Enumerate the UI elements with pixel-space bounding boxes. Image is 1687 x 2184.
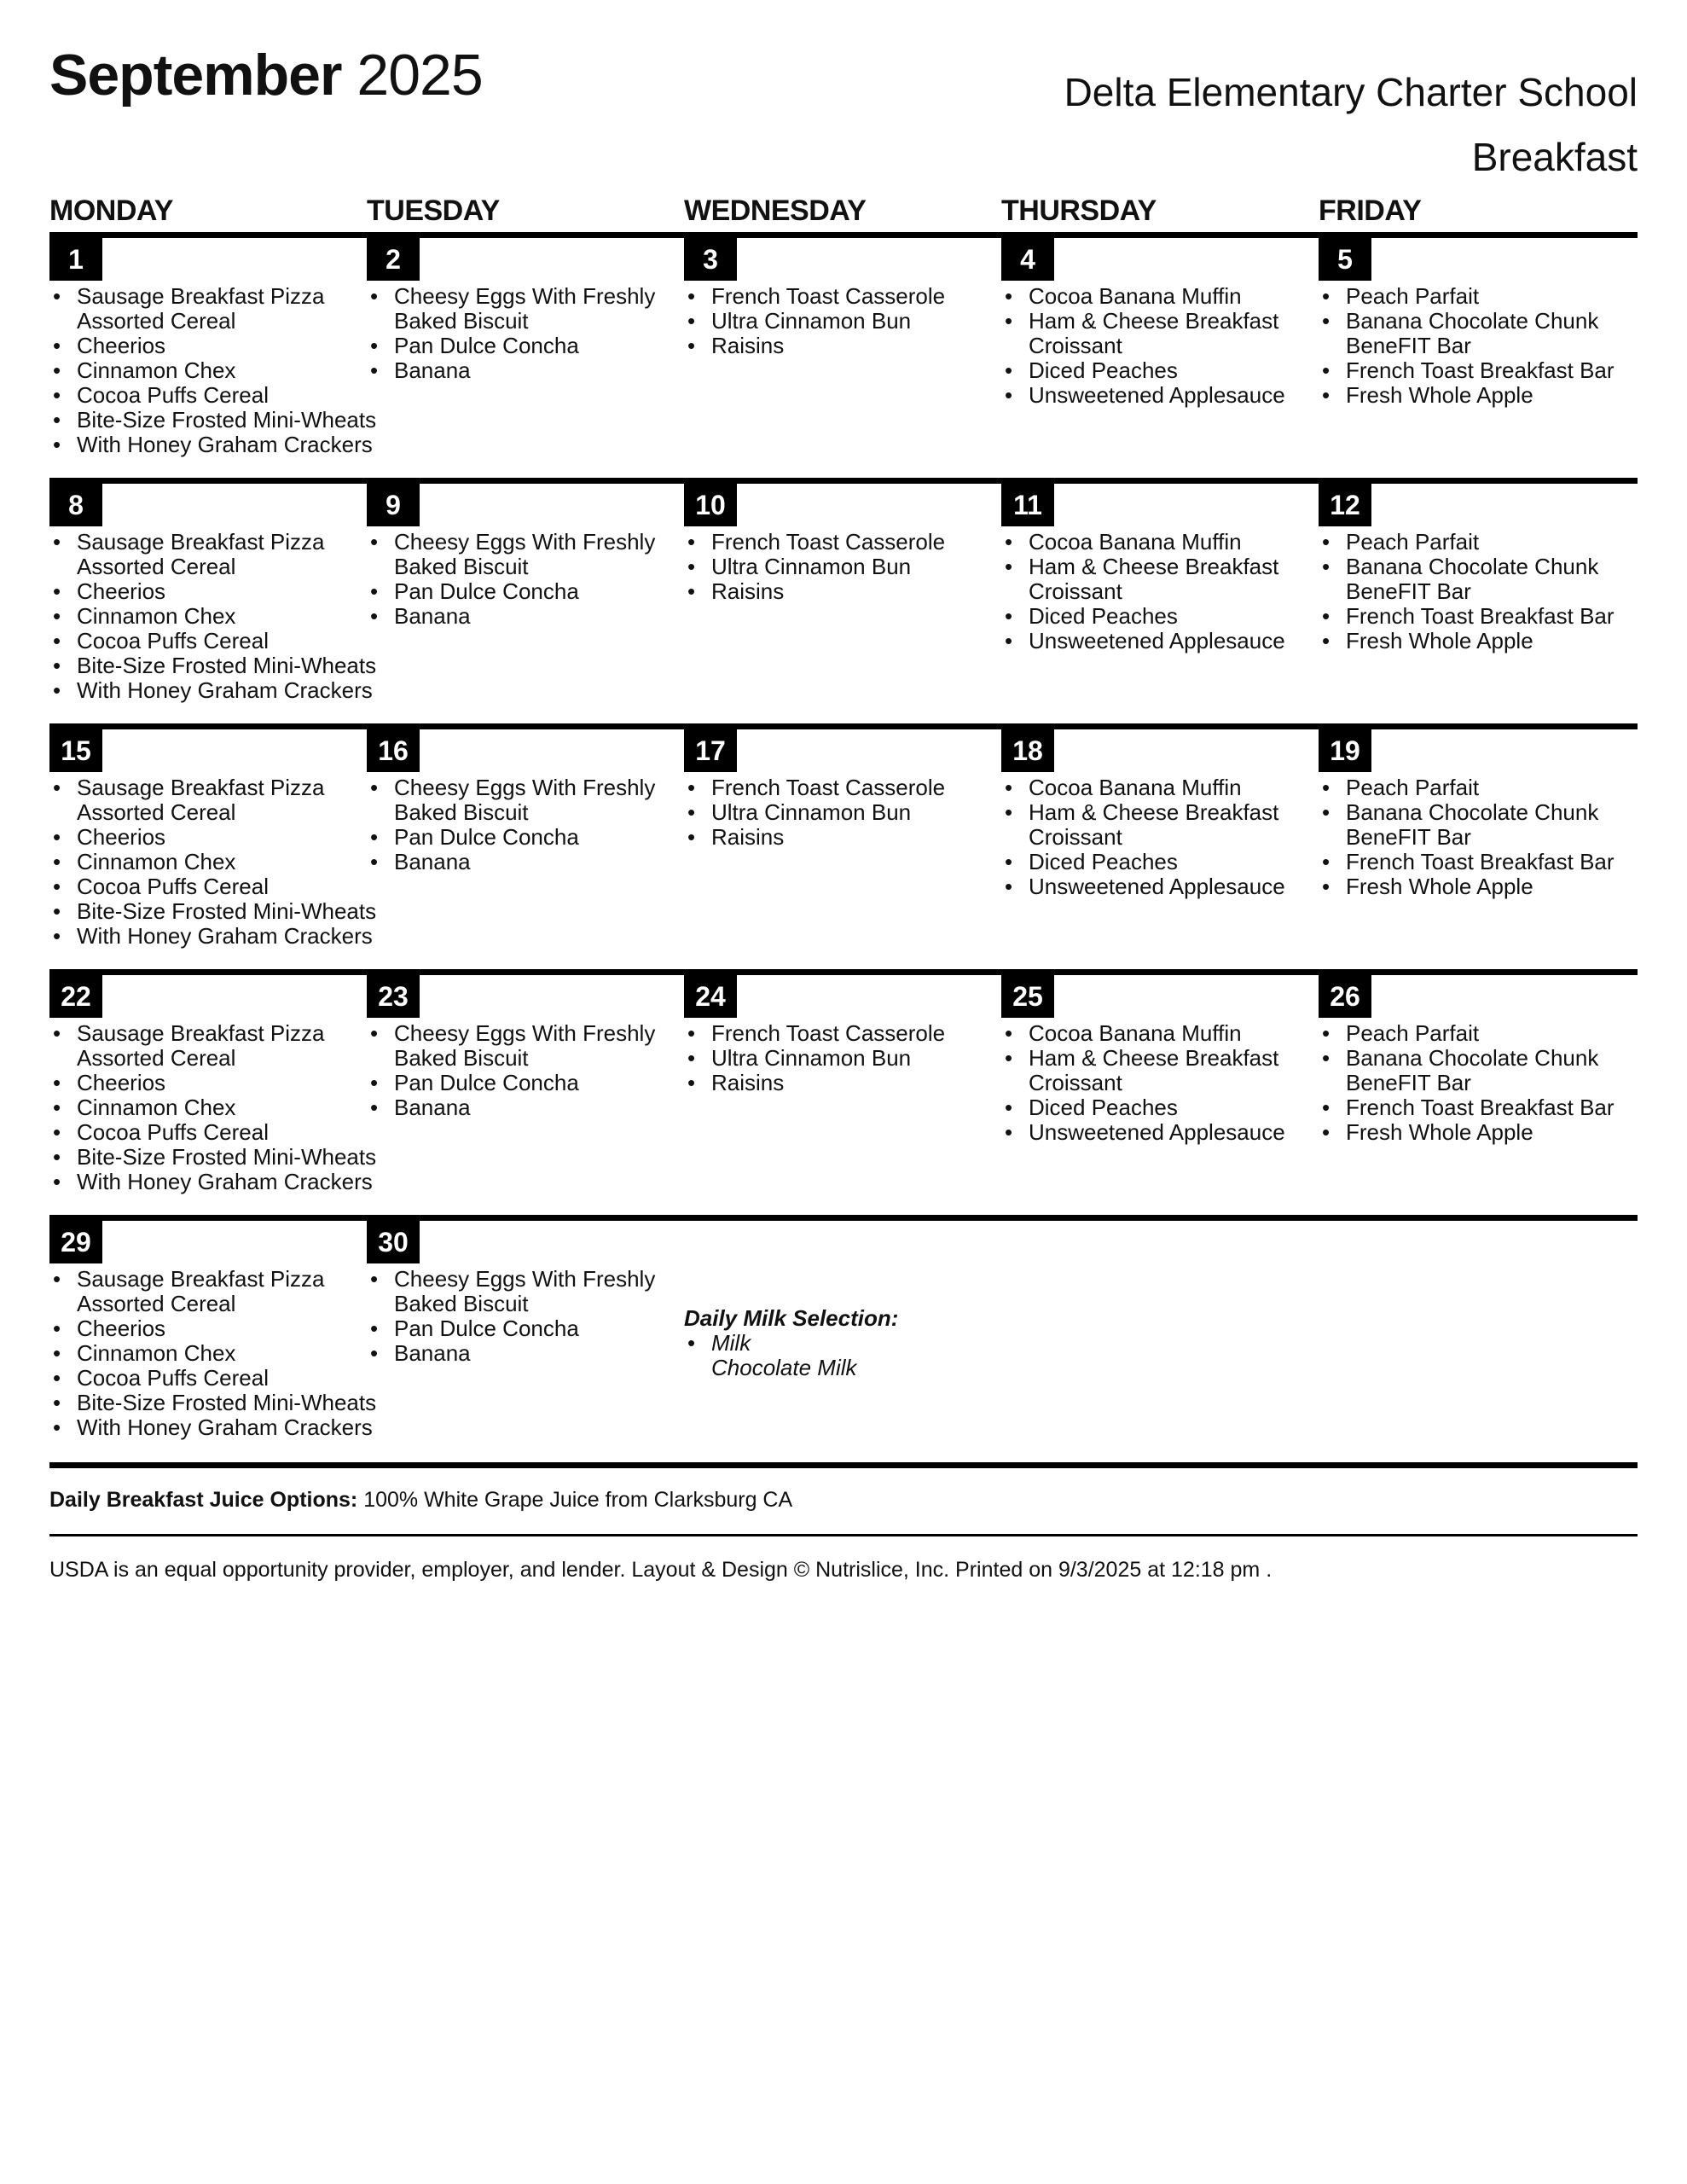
menu-item: • Pan Dulce Concha — [367, 334, 655, 358]
footer-rule — [49, 1534, 1638, 1536]
menu-item: • Banana Chocolate Chunk — [1319, 555, 1615, 579]
menu-item: • Unsweetened Applesauce — [1001, 874, 1285, 899]
menu-item: Assorted Cereal — [77, 1045, 236, 1071]
menu-item: • Cocoa Banana Muffin — [1001, 775, 1285, 800]
menu-item: • Bite-Size Frosted Mini-Wheats — [49, 408, 376, 433]
menu-item: • Cinnamon Chex — [49, 604, 376, 629]
menu-item: • Raisins — [684, 334, 945, 358]
menu-item: • Unsweetened Applesauce — [1001, 1120, 1285, 1145]
menu-item: • Fresh Whole Apple — [1319, 629, 1615, 653]
menu-item-list — [49, 775, 376, 949]
menu-item: • Cocoa Puffs Cereal — [49, 383, 376, 408]
day-number: 5 — [1319, 238, 1371, 281]
menu-item: • Fresh Whole Apple — [1319, 874, 1615, 899]
menu-item: • Sausage Breakfast Pizza — [49, 1021, 376, 1046]
menu-item: • Ham & Cheese Breakfast — [1001, 800, 1285, 825]
juice-text: 100% White Grape Juice from Clarksburg CA — [363, 1488, 793, 1512]
menu-item-list — [684, 530, 945, 604]
day-number: 15 — [49, 729, 102, 772]
day-number: 18 — [1001, 729, 1054, 772]
menu-item: • Ultra Cinnamon Bun — [684, 800, 945, 825]
juice-label: Daily Breakfast Juice Options: — [49, 1488, 358, 1512]
week-row — [49, 969, 1638, 1194]
weekday-header-monday: MONDAY — [49, 195, 173, 227]
menu-item: • Sausage Breakfast Pizza — [49, 1267, 376, 1292]
milk-option: Chocolate Milk — [711, 1355, 857, 1380]
menu-item: • Banana — [367, 604, 655, 629]
menu-item: • Cheesy Eggs With Freshly — [367, 1267, 655, 1292]
menu-item: BeneFIT Bar — [1346, 1070, 1471, 1095]
menu-item: • Cocoa Banana Muffin — [1001, 530, 1285, 555]
menu-item: • Bite-Size Frosted Mini-Wheats — [49, 899, 376, 924]
menu-item-list — [49, 284, 376, 457]
menu-item: • Ham & Cheese Breakfast — [1001, 309, 1285, 334]
menu-item-list — [1001, 1021, 1285, 1145]
menu-item: • Unsweetened Applesauce — [1001, 383, 1285, 408]
menu-item: • French Toast Breakfast Bar — [1319, 604, 1615, 629]
menu-item: • Banana — [367, 1095, 655, 1120]
menu-item: • Sausage Breakfast Pizza — [49, 775, 376, 800]
menu-item: • Cocoa Puffs Cereal — [49, 1366, 376, 1391]
week-row — [49, 232, 1638, 457]
weekday-header-tuesday: TUESDAY — [367, 195, 500, 227]
menu-item: • French Toast Breakfast Bar — [1319, 850, 1615, 874]
menu-item: • French Toast Casserole — [684, 530, 945, 555]
menu-item: • Banana — [367, 358, 655, 383]
menu-item: Croissant — [1029, 578, 1122, 604]
day-number: 12 — [1319, 484, 1371, 526]
menu-item: • With Honey Graham Crackers — [49, 1170, 376, 1194]
menu-item: • Ham & Cheese Breakfast — [1001, 555, 1285, 579]
menu-item: • With Honey Graham Crackers — [49, 433, 376, 457]
menu-item-list — [1001, 284, 1285, 408]
footer-note: USDA is an equal opportunity provider, employer, and lender. Layout & Design © Nutrislice, Inc. Printed on 9/3/2025 at 12:18 pm . — [49, 1558, 1272, 1582]
menu-item: • With Honey Graham Crackers — [49, 1415, 376, 1440]
menu-item: • Cheerios — [49, 1071, 376, 1095]
menu-item-list — [1319, 530, 1615, 653]
calendar-title — [49, 41, 483, 109]
menu-item: • Cheerios — [49, 334, 376, 358]
menu-item: • Cinnamon Chex — [49, 850, 376, 874]
menu-item: • Peach Parfait — [1319, 775, 1615, 800]
menu-item: • Unsweetened Applesauce — [1001, 629, 1285, 653]
day-number: 1 — [49, 238, 102, 281]
day-number: 16 — [367, 729, 420, 772]
menu-item: • Pan Dulce Concha — [367, 579, 655, 604]
menu-item: • French Toast Breakfast Bar — [1319, 1095, 1615, 1120]
menu-item: • Cocoa Puffs Cereal — [49, 629, 376, 653]
menu-item: • Diced Peaches — [1001, 1095, 1285, 1120]
menu-item-list — [1001, 775, 1285, 899]
milk-list — [684, 1331, 898, 1380]
menu-item-list — [684, 1021, 945, 1095]
menu-item: • Cocoa Banana Muffin — [1001, 1021, 1285, 1046]
menu-item-list — [367, 284, 655, 383]
menu-item: • Sausage Breakfast Pizza — [49, 284, 376, 309]
menu-item: • Ultra Cinnamon Bun — [684, 1046, 945, 1071]
menu-item: • Pan Dulce Concha — [367, 825, 655, 850]
menu-item: • Banana Chocolate Chunk — [1319, 309, 1615, 334]
menu-item: • Ham & Cheese Breakfast — [1001, 1046, 1285, 1071]
menu-item: • Bite-Size Frosted Mini-Wheats — [49, 653, 376, 678]
week-row — [49, 478, 1638, 703]
school-heading — [1064, 60, 1638, 189]
milk-option: • Milk — [684, 1331, 898, 1356]
milk-selection — [684, 1306, 898, 1380]
menu-item-list — [367, 1267, 655, 1366]
week-row — [49, 1215, 1638, 1440]
menu-item-list — [49, 530, 376, 703]
menu-item: • French Toast Breakfast Bar — [1319, 358, 1615, 383]
menu-item: Assorted Cereal — [77, 1291, 236, 1316]
menu-item: • Peach Parfait — [1319, 284, 1615, 309]
menu-item: BeneFIT Bar — [1346, 824, 1471, 850]
menu-item: • Diced Peaches — [1001, 358, 1285, 383]
day-number: 23 — [367, 975, 420, 1018]
menu-item: • Cheerios — [49, 579, 376, 604]
menu-item: Assorted Cereal — [77, 799, 236, 825]
menu-item-list — [49, 1267, 376, 1440]
title-month: September — [49, 43, 342, 107]
day-number: 29 — [49, 1221, 102, 1263]
menu-item: • Cheerios — [49, 1316, 376, 1341]
menu-item: Assorted Cereal — [77, 554, 236, 579]
menu-item: Croissant — [1029, 1070, 1122, 1095]
menu-item: Baked Biscuit — [394, 554, 529, 579]
menu-item: • Cinnamon Chex — [49, 1095, 376, 1120]
day-number: 22 — [49, 975, 102, 1018]
menu-item-list — [1001, 530, 1285, 653]
menu-item: • Peach Parfait — [1319, 530, 1615, 555]
menu-item: • Cheerios — [49, 825, 376, 850]
day-number: 25 — [1001, 975, 1054, 1018]
menu-item: Baked Biscuit — [394, 1291, 529, 1316]
menu-item: • Bite-Size Frosted Mini-Wheats — [49, 1145, 376, 1170]
menu-item: • Ultra Cinnamon Bun — [684, 555, 945, 579]
day-number: 10 — [684, 484, 737, 526]
menu-item: • With Honey Graham Crackers — [49, 678, 376, 703]
menu-item: Baked Biscuit — [394, 799, 529, 825]
menu-item: • Banana Chocolate Chunk — [1319, 1046, 1615, 1071]
menu-item: • Cocoa Puffs Cereal — [49, 874, 376, 899]
menu-item: • Banana — [367, 1341, 655, 1366]
menu-item: • Ultra Cinnamon Bun — [684, 309, 945, 334]
menu-item-list — [1319, 775, 1615, 899]
grid-bottom-rule — [49, 1462, 1638, 1468]
menu-item: • Raisins — [684, 1071, 945, 1095]
weekday-header-thursday: THURSDAY — [1001, 195, 1157, 227]
day-number: 3 — [684, 238, 737, 281]
menu-item: • Banana — [367, 850, 655, 874]
day-number: 11 — [1001, 484, 1054, 526]
menu-item-list — [49, 1021, 376, 1194]
title-year: 2025 — [357, 43, 483, 107]
menu-item-list — [1319, 284, 1615, 408]
menu-item: • Diced Peaches — [1001, 604, 1285, 629]
menu-item: • Diced Peaches — [1001, 850, 1285, 874]
day-number: 4 — [1001, 238, 1054, 281]
day-number: 17 — [684, 729, 737, 772]
menu-item: • Bite-Size Frosted Mini-Wheats — [49, 1391, 376, 1415]
day-number: 24 — [684, 975, 737, 1018]
menu-item: • Pan Dulce Concha — [367, 1071, 655, 1095]
day-number: 26 — [1319, 975, 1371, 1018]
menu-item: BeneFIT Bar — [1346, 578, 1471, 604]
day-number: 9 — [367, 484, 420, 526]
menu-item: • Cheesy Eggs With Freshly — [367, 775, 655, 800]
day-number: 19 — [1319, 729, 1371, 772]
menu-item: • Raisins — [684, 825, 945, 850]
menu-item-list — [367, 1021, 655, 1120]
school-name: Delta Elementary Charter School — [1064, 70, 1638, 114]
menu-item: • Cheesy Eggs With Freshly — [367, 1021, 655, 1046]
day-number: 2 — [367, 238, 420, 281]
menu-item-list — [684, 775, 945, 850]
day-number: 30 — [367, 1221, 420, 1263]
menu-item: Croissant — [1029, 333, 1122, 358]
menu-item: Baked Biscuit — [394, 308, 529, 334]
juice-options — [49, 1488, 792, 1513]
menu-item: • Pan Dulce Concha — [367, 1316, 655, 1341]
menu-item: • French Toast Casserole — [684, 1021, 945, 1046]
menu-item-list — [367, 775, 655, 874]
menu-item: • Cinnamon Chex — [49, 1341, 376, 1366]
menu-item: • Cinnamon Chex — [49, 358, 376, 383]
menu-item: Assorted Cereal — [77, 308, 236, 334]
menu-item: • With Honey Graham Crackers — [49, 924, 376, 949]
menu-item-list — [684, 284, 945, 358]
menu-item: • Fresh Whole Apple — [1319, 1120, 1615, 1145]
menu-item: • Fresh Whole Apple — [1319, 383, 1615, 408]
menu-item: Baked Biscuit — [394, 1045, 529, 1071]
weekday-header-friday: FRIDAY — [1319, 195, 1422, 227]
menu-item-list — [1319, 1021, 1615, 1145]
menu-item-list — [367, 530, 655, 629]
menu-item: • Cheesy Eggs With Freshly — [367, 530, 655, 555]
menu-item: Croissant — [1029, 824, 1122, 850]
menu-item: • Sausage Breakfast Pizza — [49, 530, 376, 555]
week-row — [49, 723, 1638, 949]
menu-item: • Cheesy Eggs With Freshly — [367, 284, 655, 309]
menu-item: • Cocoa Puffs Cereal — [49, 1120, 376, 1145]
menu-item: • French Toast Casserole — [684, 284, 945, 309]
menu-item: • French Toast Casserole — [684, 775, 945, 800]
menu-item: • Peach Parfait — [1319, 1021, 1615, 1046]
menu-item: • Cocoa Banana Muffin — [1001, 284, 1285, 309]
menu-item: • Raisins — [684, 579, 945, 604]
weekday-headers — [49, 195, 1638, 229]
day-number: 8 — [49, 484, 102, 526]
menu-item: • Banana Chocolate Chunk — [1319, 800, 1615, 825]
meal-type: Breakfast — [1471, 135, 1638, 179]
menu-item: BeneFIT Bar — [1346, 333, 1471, 358]
weekday-header-wednesday: WEDNESDAY — [684, 195, 867, 227]
milk-selection-title: Daily Milk Selection: — [684, 1305, 899, 1331]
